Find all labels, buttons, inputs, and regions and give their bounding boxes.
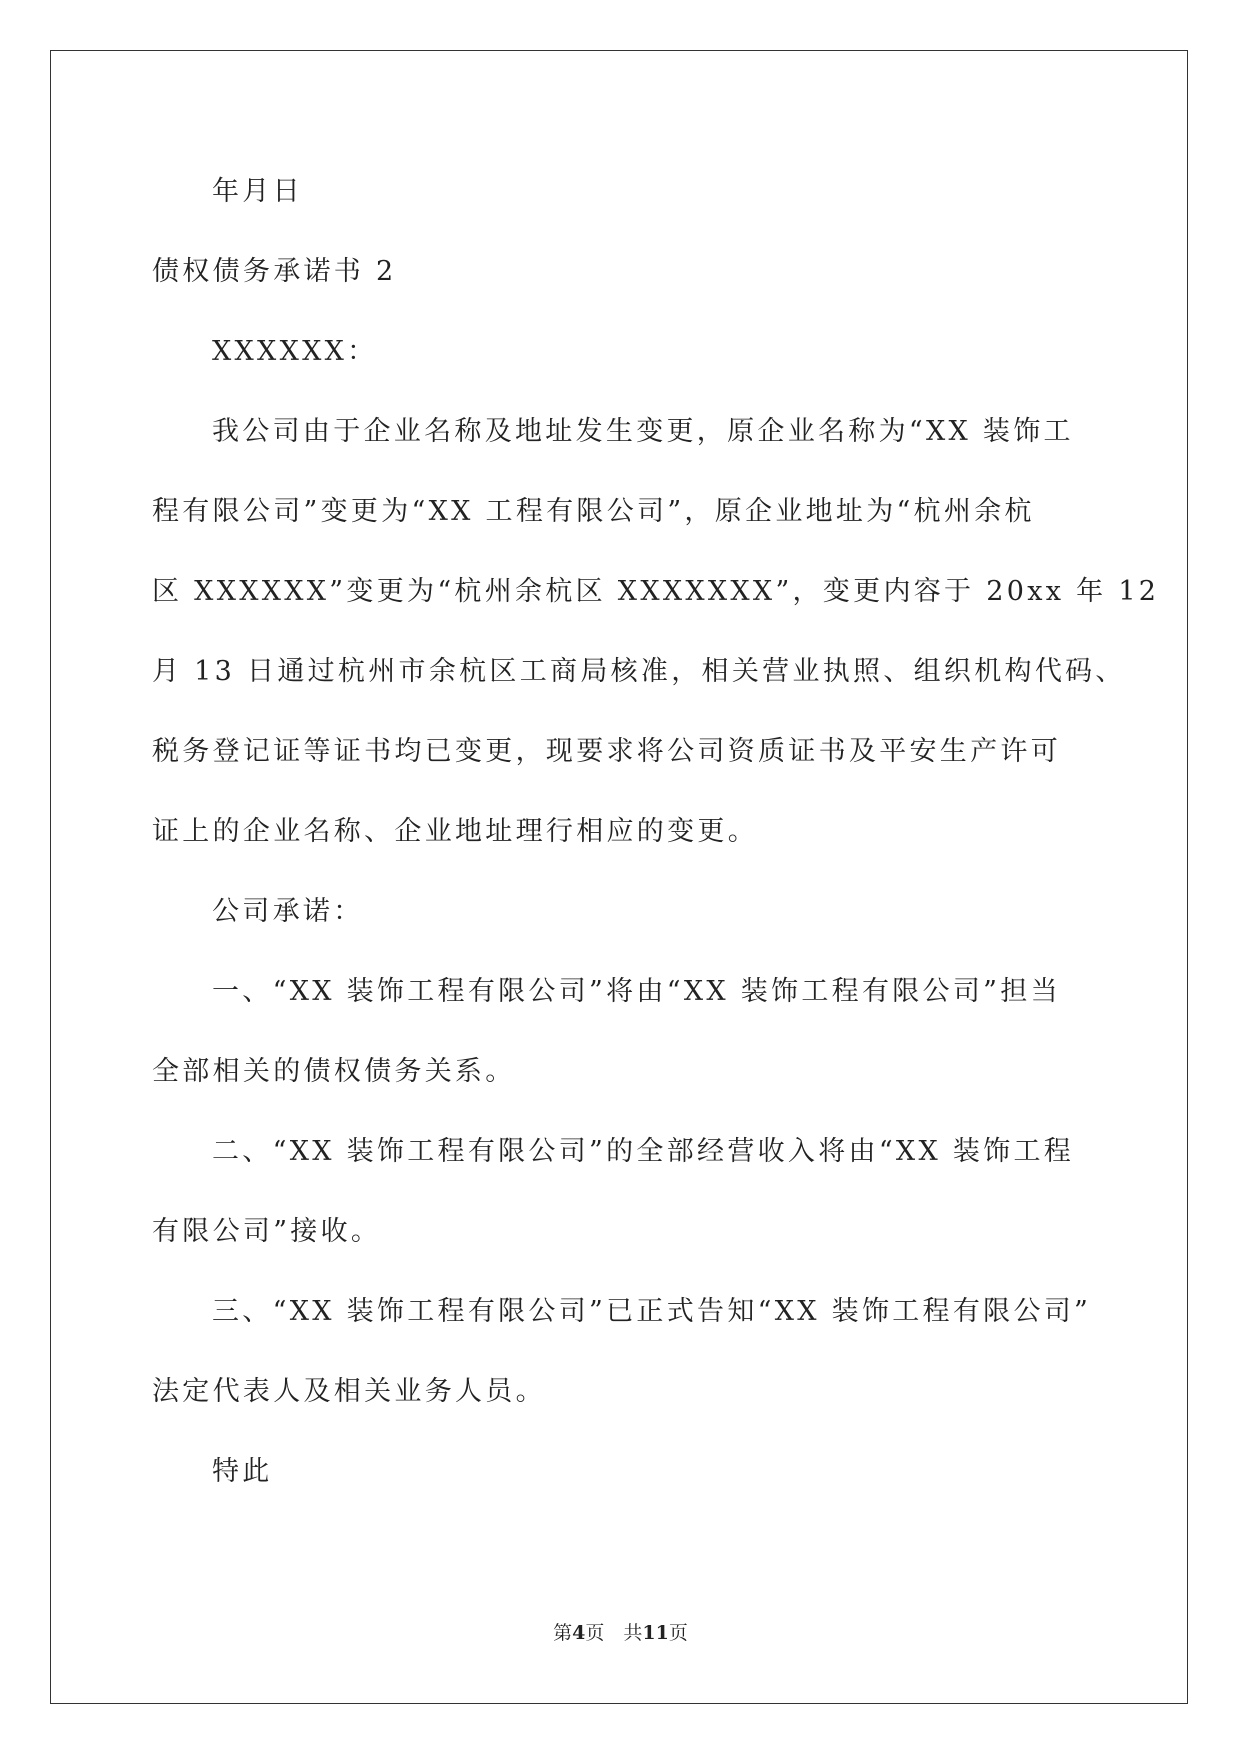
commitment-item-1: 一、“XX 装饰工程有限公司”将由“XX 装饰工程有限公司”担当 (212, 976, 1061, 1007)
commitment-item-3: 三、“XX 装饰工程有限公司”已正式告知“XX 装饰工程有限公司” (212, 1296, 1092, 1327)
commitment-item-2: 二、“XX 装饰工程有限公司”的全部经营收入将由“XX 装饰工程 (212, 1136, 1075, 1167)
body-line: 程有限公司”变更为“XX 工程有限公司”，原企业地址为“杭州余杭 (152, 496, 1035, 527)
commitment-item-3-cont: 法定代表人及相关业务人员。 (152, 1376, 546, 1407)
salutation: XXXXXX： (212, 336, 378, 367)
date-line: 年月日 (212, 176, 303, 207)
footer-mid: 页 共 (585, 1622, 643, 1644)
commitment-heading: 公司承诺： (212, 896, 364, 927)
current-page-number: 4 (572, 1622, 586, 1644)
body-line: 证上的企业名称、企业地址理行相应的变更。 (152, 816, 758, 847)
closing-line: 特此 (212, 1456, 273, 1487)
body-line: 区 XXXXXX”变更为“杭州余杭区 XXXXXXX”，变更内容于 20xx 年 12 (152, 576, 1160, 607)
commitment-item-2-cont: 有限公司”接收。 (152, 1216, 382, 1247)
document-title: 债权债务承诺书 2 (152, 256, 397, 287)
body-line: 我公司由于企业名称及地址发生变更，原企业名称为“XX 装饰工 (212, 416, 1074, 447)
commitment-item-1-cont: 全部相关的债权债务关系。 (152, 1056, 516, 1087)
total-page-count: 11 (642, 1622, 669, 1644)
body-line: 月 13 日通过杭州市余杭区工商局核准，相关营业执照、组织机构代码、 (152, 656, 1126, 687)
body-line: 税务登记证等证书均已变更，现要求将公司资质证书及平安生产许可 (152, 736, 1061, 767)
footer-suffix: 页 (668, 1622, 688, 1644)
page-footer (0, 1620, 1241, 1646)
footer-prefix: 第 (553, 1622, 573, 1644)
